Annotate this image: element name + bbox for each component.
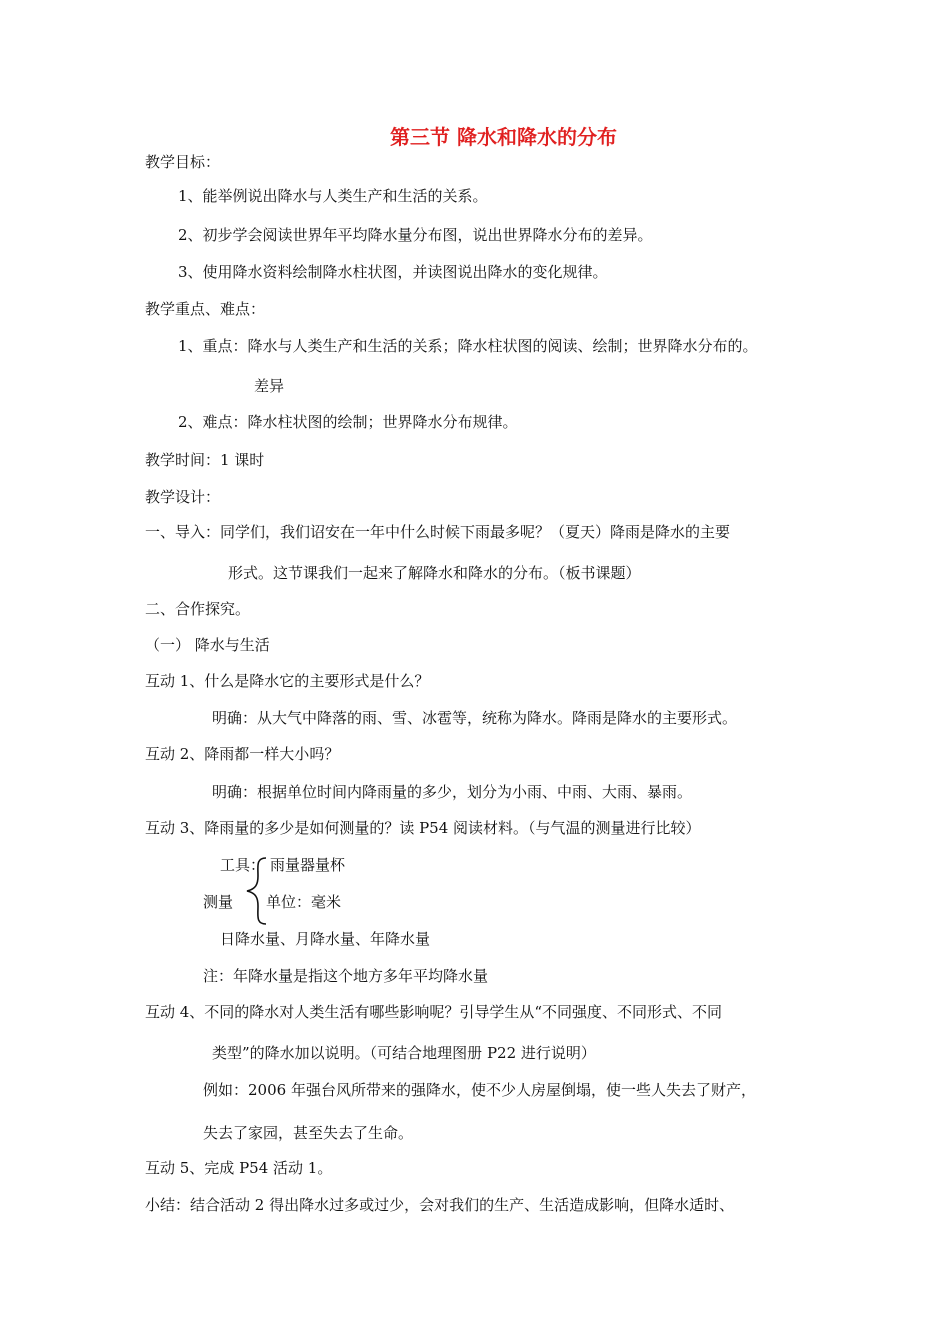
keypoint-2: 2、难点：降水柱状图的绘制；世界降水分布规律。	[178, 413, 518, 431]
summary: 小结：结合活动 2 得出降水过多或过少，会对我们的生产、生活造成影响，但降水适时、	[145, 1196, 735, 1214]
example-line-2: 失去了家园，甚至失去了生命。	[203, 1124, 414, 1142]
interaction-4-cont: 类型”的降水加以说明。（可结合地理图册 P22 进行说明）	[212, 1044, 596, 1062]
example-line-1: 例如：2006 年强台风所带来的强降水，使不少人房屋倒塌，使一些人失去了财产，	[203, 1081, 756, 1099]
measure-label: 测量	[203, 893, 234, 911]
section-cooperative: 二、合作探究。	[145, 600, 251, 618]
keypoint-1: 1、重点：降水与人类生产和生活的关系；降水柱状图的阅读、绘制；世界降水分布的。	[178, 337, 758, 355]
intro-paragraph-cont: 形式。这节课我们一起来了解降水和降水的分布。（板书课题）	[228, 564, 641, 582]
section-heading-keypoints: 教学重点、难点：	[145, 300, 266, 318]
tool-value: 雨量器量杯	[270, 856, 346, 874]
answer-2: 明确：根据单位时间内降雨量的多少，划分为小雨、中雨、大雨、暴雨。	[212, 783, 693, 801]
interaction-5: 互动 5、完成 P54 活动 1。	[145, 1159, 333, 1177]
tool-label: 工具：	[220, 856, 266, 874]
precip-types: 日降水量、月降水量、年降水量	[220, 930, 431, 948]
section-heading-objectives: 教学目标：	[145, 153, 221, 171]
section-heading-design: 教学设计：	[145, 488, 221, 506]
answer-1: 明确：从大气中降落的雨、雪、冰雹等，统称为降水。降雨是降水的主要形式。	[212, 709, 738, 727]
objective-2: 2、初步学会阅读世界年平均降水量分布图，说出世界降水分布的差异。	[178, 226, 653, 244]
objective-3: 3、使用降水资料绘制降水柱状图，并读图说出降水的变化规律。	[178, 263, 608, 281]
interaction-3: 互动 3、降雨量的多少是如何测量的？读 P54 阅读材料。（与气温的测量进行比较）	[145, 819, 701, 837]
teaching-time: 教学时间：1 课时	[145, 451, 265, 469]
objective-1: 1、能举例说出降水与人类生产和生活的关系。	[178, 187, 488, 205]
interaction-4: 互动 4、不同的降水对人类生活有哪些影响呢？引导学生从“不同强度、不同形式、不同	[145, 1003, 722, 1021]
keypoint-1-cont: 差异	[254, 377, 285, 395]
subsection-precip-life: （一） 降水与生活	[145, 636, 270, 654]
page-title: 第三节 降水和降水的分布	[390, 125, 617, 149]
annual-note: 注：年降水量是指这个地方多年平均降水量	[203, 967, 489, 985]
interaction-2: 互动 2、降雨都一样大小吗？	[145, 745, 340, 763]
intro-paragraph: 一、导入：同学们，我们诏安在一年中什么时候下雨最多呢？（夏天）降雨是降水的主要	[145, 523, 731, 541]
unit-value: 单位：毫米	[266, 893, 342, 911]
interaction-1: 互动 1、什么是降水它的主要形式是什么？	[145, 672, 430, 690]
curly-brace-icon	[244, 856, 270, 926]
